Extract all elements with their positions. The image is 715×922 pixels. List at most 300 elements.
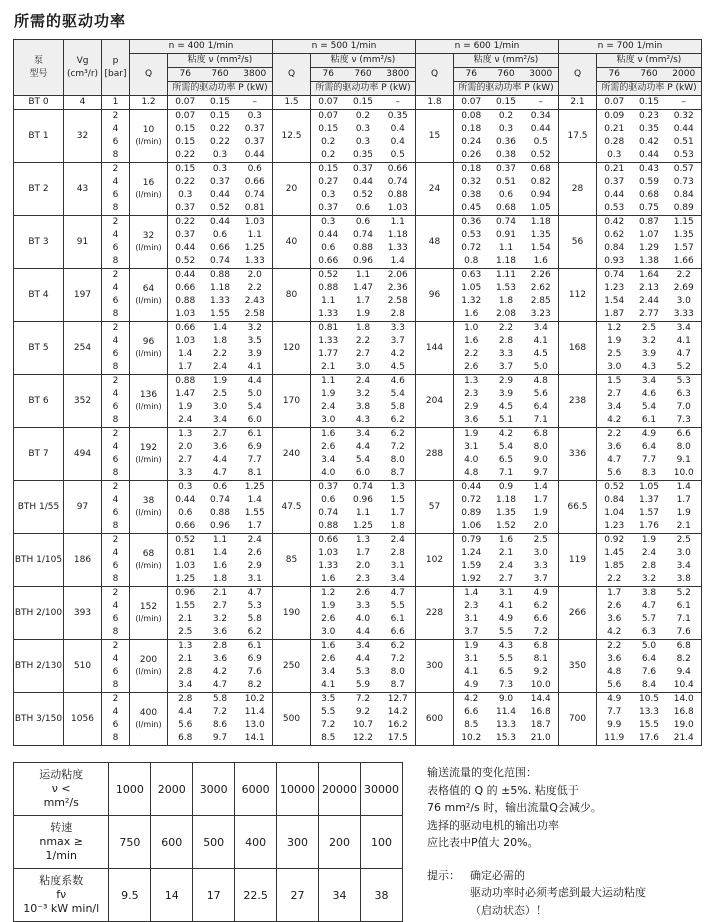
power-value: 1.3 [178,641,193,651]
power-value: 0.4 [390,124,405,134]
flow-rate: 300 [416,640,454,693]
power-value: 0.42 [604,217,625,227]
flow-rate: 170 [273,375,311,428]
flow-rate: 250 [273,640,311,693]
power-value: 1.24 [461,548,482,558]
pressure-value: 6 [102,454,130,467]
power-value: 3.8 [667,573,702,587]
power-value: 0.24 [461,137,482,147]
power-value: 1.7 [390,508,405,518]
power-value: 0.44 [461,482,482,492]
power-value: 0.28 [604,137,625,147]
power-value: 4.7 [390,588,405,598]
power-value: 2.5 [168,626,203,640]
power-value: 3.2 [641,336,657,346]
power-value: 7.2 [524,626,559,640]
hint-line: 确定必需的 [470,868,525,882]
power-value: 0.37 [244,137,265,147]
power-value: 0.44 [352,177,374,187]
power-value: 16.8 [673,707,694,717]
power-value: 0.89 [667,202,702,216]
flow-rate: 56 [559,216,597,269]
power-value: 8.0 [676,442,691,452]
power-value: 5.0 [641,641,657,651]
hint-line: （启动状态）！ [470,903,547,917]
power-value: 21.4 [667,732,702,746]
power-value: 5.6 [597,679,632,693]
power-value: 0.37 [244,124,265,134]
power-value: 0.44 [175,495,196,505]
power-value: 6.9 [247,654,262,664]
power-value: 1.7 [168,361,203,375]
power-value: 16.2 [387,720,408,730]
power-value: 1.7 [533,495,548,505]
power-value: 2.2 [498,323,514,333]
flow-rate: 500 [273,693,311,746]
viscosity-header: 粘度 ν (mm²/s) [311,54,416,68]
power-value: 1.8 [355,323,371,333]
power-value: 1.05 [524,202,559,216]
power-value: 0.44 [530,124,551,134]
power-value: 1.18 [387,230,408,240]
power-value: 4.0 [311,467,346,481]
pressure-value: 4 [102,282,130,295]
power-value: 16.8 [530,707,551,717]
flow-rate: 400 (l/min) [130,693,168,746]
power-value: 9.7 [203,732,238,746]
power-value: 5.5 [498,654,514,664]
power-value: 2.2 [464,349,479,359]
power-value: 1.55 [244,508,265,518]
power-value: 1.54 [530,243,551,253]
power-value: 7.2 [321,720,336,730]
flow-rate: 16 (l/min) [130,163,168,216]
flow-unit: (l/min) [135,455,162,464]
power-value: 2.7 [355,349,371,359]
power-value: 6.5 [498,455,514,465]
power-value: 3.7 [489,361,524,375]
power-value: 4.9 [641,429,657,439]
power-value: 3.9 [641,349,657,359]
power-value: 0.74 [352,482,374,492]
power-value: 5.0 [247,389,262,399]
power-value: 3.0 [676,548,691,558]
power-value: 11.9 [597,732,632,746]
parameter-label-line: mm²/s [43,796,79,809]
flow-rate: 266 [559,587,597,640]
flow-rate: 1.8 [416,96,454,110]
power-value: 3.0 [676,296,691,306]
power-value: 5.8 [247,614,262,624]
pump-displacement: 32 [64,110,102,163]
power-value: 4.0 [464,455,479,465]
power-value: 2.69 [673,283,694,293]
power-value: 2.06 [387,270,408,280]
power-value: 2.7 [607,389,622,399]
pressure-value: 2 [102,428,130,442]
power-value: 6.0 [238,414,273,428]
pressure-value: 8 [102,202,130,216]
parameter-value: 200 [319,816,361,869]
power-value: 0.74 [387,177,408,187]
power-value: 10.7 [352,720,374,730]
power-value: 1.25 [346,520,381,534]
power-value: 2.4 [247,535,262,545]
pressure-value: 2 [102,640,130,654]
power-value: 0.88 [318,283,339,293]
viscosity-header: 粘度 ν (mm²/s) [454,54,559,68]
flow-unit: (l/min) [135,349,162,358]
power-value: 4.7 [203,467,238,481]
power-value: 1.54 [604,296,625,306]
power-value: 8.0 [390,455,405,465]
power-value: 6.4 [533,402,548,412]
power-value: 0.21 [604,164,625,174]
power-value: 14.1 [238,732,273,746]
power-value: 2.8 [178,667,193,677]
pump-model: BT 4 [14,269,64,322]
power-value: 4.1 [676,336,691,346]
power-value: 0.3 [321,217,336,227]
power-value: 2.1 [498,548,514,558]
power-value: 1.5 [390,495,405,505]
power-value: 1.85 [604,561,625,571]
power-value: 3.4 [168,679,203,693]
power-value: 2.13 [638,283,660,293]
power-value: 2.4 [321,402,336,412]
power-value: 4.7 [203,679,238,693]
parameter-value: 30000 [360,763,402,816]
power-value: 0.52 [203,202,238,216]
power-value: 0.3 [355,124,371,134]
power-value: 0.5 [533,137,548,147]
power-value: 3.23 [524,308,559,322]
power-value: 1.76 [632,520,667,534]
power-value: 0.74 [203,255,238,269]
flow-unit: (l/min) [135,561,162,570]
flow-rate: 144 [416,322,454,375]
power-value: 1.35 [673,230,694,240]
power-value: 7.7 [641,455,657,465]
power-value: 0.74 [495,217,517,227]
pressure-value: 4 [102,547,130,560]
power-value: 5.6 [533,389,548,399]
pump-displacement: 254 [64,322,102,375]
parameter-value: 1000 [109,763,151,816]
pump-displacement: 4 [64,96,102,110]
power-value: 6.2 [238,626,273,640]
power-value: 6.8 [676,641,691,651]
power-value: 3.3 [168,467,203,481]
power-value: 5.3 [676,376,691,386]
power-value: 2.2 [676,270,691,280]
power-value: 2.8 [641,561,657,571]
power-value: 1.4 [212,548,228,558]
power-value: 2.7 [212,429,228,439]
power-value: 3.4 [676,323,691,333]
power-value: 1.2 [321,588,336,598]
power-value: 9.1 [676,455,691,465]
power-value: – [524,96,559,110]
power-value: 2.8 [381,308,416,322]
pump-model: BT 0 [14,96,64,110]
power-value: 0.96 [352,495,374,505]
pump-model: BT 7 [14,428,64,481]
power-value: 0.37 [318,482,339,492]
power-header: 所需的驱动功率 P (kW) [454,82,559,96]
pressure-value: 6 [102,136,130,149]
power-value: 3.6 [203,626,238,640]
power-value: 11.4 [244,707,265,717]
power-value: 0.84 [604,243,625,253]
power-value: 2.4 [355,376,371,386]
flow-rate: 228 [416,587,454,640]
power-value: 1.6 [311,573,346,587]
q-column-header: Q [130,54,168,96]
power-value: 0.3 [498,124,514,134]
power-value: 2.08 [489,308,524,322]
viscosity-tick: 3800 [381,68,416,82]
power-value: 2.8 [390,548,405,558]
power-value: 1.77 [318,349,339,359]
flow-rate: 32 (l/min) [130,216,168,269]
power-value: 0.74 [604,270,625,280]
power-value: 0.87 [638,217,660,227]
power-value: 8.6 [212,720,228,730]
hint-line: 驱动功率时必须考虑到最大运动粘度 [470,886,646,899]
power-value: 2.26 [530,270,551,280]
power-value: 1.1 [212,535,228,545]
power-value: 0.35 [387,111,408,121]
flow-rate: 288 [416,428,454,481]
power-value: 5.8 [212,694,228,704]
power-value: 0.53 [597,202,632,216]
power-value: 3.8 [641,588,657,598]
flow-rate: 1.5 [273,96,311,110]
power-value: 1.9 [346,308,381,322]
power-value: 5.3 [355,667,371,677]
power-value: 1.9 [321,389,336,399]
power-value: 4.2 [464,694,479,704]
power-value: 6.4 [641,654,657,664]
power-value: 2.6 [454,361,489,375]
power-value: 0.81 [318,323,339,333]
speed-group-title: n = 600 1/min [416,40,559,54]
power-value: 0.66 [175,283,196,293]
power-value: 4.1 [464,667,479,677]
power-value: 5.8 [390,402,405,412]
power-value: 1.9 [676,508,691,518]
power-value: 1.4 [533,482,548,492]
power-value: 0.68 [638,190,660,200]
power-value: 7.2 [212,707,228,717]
power-value: 0.18 [461,164,482,174]
power-value: 2.3 [464,601,479,611]
pressure-value: 6 [102,189,130,202]
power-value: 4.4 [355,442,371,452]
power-value: 3.1 [498,588,514,598]
flow-rate: 136 (l/min) [130,375,168,428]
pressure-value: 2 [102,693,130,707]
power-value: 3.0 [533,548,548,558]
power-value: 1.23 [604,283,625,293]
power-value: 14.2 [387,707,408,717]
power-value: 1.9 [464,429,479,439]
power-value: 9.0 [498,694,514,704]
power-value: 6.1 [247,429,262,439]
power-value: 1.6 [498,535,514,545]
power-value: 1.03 [168,308,203,322]
power-value: 1.03 [381,202,416,216]
pressure-value: 6 [102,613,130,626]
power-value: 0.66 [168,520,203,534]
power-value: 0.81 [238,202,273,216]
pump-displacement: 393 [64,587,102,640]
viscosity-tick: 76 [454,68,489,82]
power-value: 1.4 [178,349,193,359]
parameter-label-line: 10⁻³ kW min/l [23,902,100,915]
power-value: 4.0 [355,614,371,624]
power-value: 0.22 [209,124,231,134]
flow-unit: (l/min) [135,190,162,199]
power-value: 1.18 [495,495,517,505]
power-value: 0.62 [604,230,625,240]
power-value: 0.68 [530,164,551,174]
power-value: 1.38 [632,255,667,269]
power-value: 1.47 [175,389,196,399]
pressure-value: 8 [102,414,130,428]
power-value: 1.4 [247,495,262,505]
power-value: 0.8 [454,255,489,269]
parameter-label-line: nmax ≥ [39,835,84,848]
pump-model: BT 6 [14,375,64,428]
power-value: 1.9 [533,508,548,518]
flow-rate: 64 (l/min) [130,269,168,322]
pressure-value: 4 [102,653,130,666]
power-value: 4.9 [454,679,489,693]
power-value: 6.1 [247,641,262,651]
power-value: 5.7 [641,614,657,624]
hint-block [427,867,689,920]
power-value: 1.33 [209,296,231,306]
power-value: 0.07 [175,111,196,121]
power-value: – [238,96,273,110]
power-value: 1.18 [489,255,524,269]
bottom-section [13,762,702,922]
power-value: 0.9 [498,482,514,492]
power-value: 0.81 [175,548,196,558]
flow-rate: 102 [416,534,454,587]
pressure-value: 8 [102,361,130,375]
power-value: 5.4 [498,442,514,452]
power-value: 3.7 [524,573,559,587]
power-value: 2.5 [676,535,691,545]
power-value: 9.0 [533,455,548,465]
parameter-value: 38 [360,869,402,922]
flow-rate: 192 (l/min) [130,428,168,481]
flow-rate: 112 [559,269,597,322]
power-value: 1.7 [676,495,691,505]
power-value: 1.1 [321,296,336,306]
power-value: 0.15 [346,96,381,110]
pressure-value: 2 [102,534,130,548]
power-value: 4.9 [533,588,548,598]
power-value: 3.0 [597,361,632,375]
power-value: 1.2 [607,323,622,333]
power-value: 1.9 [607,336,622,346]
power-value: 1.9 [321,601,336,611]
power-value: 8.7 [381,467,416,481]
power-value: 2.7 [489,573,524,587]
power-value: 0.82 [530,177,551,187]
power-value: 0.37 [175,230,196,240]
pump-displacement: 97 [64,481,102,534]
power-value: 0.37 [495,164,517,174]
q-column-header: Q [416,54,454,96]
power-value: 2.9 [498,376,514,386]
power-value: 2.3 [464,389,479,399]
power-value: 18.7 [530,720,551,730]
power-value: 0.27 [318,177,339,187]
power-value: 0.4 [390,137,405,147]
power-value: 1.25 [244,243,265,253]
power-value: 2.5 [212,389,228,399]
power-value: 1.03 [175,336,196,346]
power-value: 6.8 [533,641,548,651]
power-value: 6.2 [390,641,405,651]
power-value: 7.2 [355,694,371,704]
flow-rate: 700 [559,693,597,746]
parameter-value: 10000 [277,763,319,816]
power-value: 3.4 [381,573,416,587]
note-line: 表格值的 Q 的 ±5%. 粘度低于 [427,783,579,797]
power-value: 2.9 [464,402,479,412]
power-value: 1.52 [489,520,524,534]
power-value: 0.6 [178,508,193,518]
power-value: 3.33 [667,308,702,322]
power-value: 6.2 [533,601,548,611]
power-header: 所需的驱动功率 P (kW) [597,82,702,96]
power-value: 3.6 [212,654,228,664]
power-value: 21.0 [524,732,559,746]
power-value: 2.0 [355,561,371,571]
power-value: 5.4 [247,402,262,412]
power-value: 0.44 [175,243,196,253]
power-value: 3.1 [464,442,479,452]
power-value: 3.9 [498,389,514,399]
parameter-value: 34 [319,869,361,922]
power-value: 2.4 [203,361,238,375]
power-value: 2.43 [244,296,265,306]
power-value: 1.11 [495,270,517,280]
parameter-label-line: 粘度系数 [39,874,84,887]
power-value: 2.62 [530,283,551,293]
power-value: 8.0 [390,667,405,677]
flow-rate: 120 [273,322,311,375]
power-value: 1.32 [461,296,482,306]
power-value: 2.2 [607,429,622,439]
power-value: 0.15 [175,137,196,147]
flow-unit: (l/min) [135,720,162,729]
power-value: 1.25 [244,482,265,492]
power-value: 0.6 [355,217,371,227]
power-value: 4.2 [390,349,405,359]
power-value: 2.6 [321,654,336,664]
power-value: 0.6 [212,482,228,492]
power-value: 2.6 [355,588,371,598]
pressure-value: 2 [102,481,130,495]
power-value: 8.1 [533,654,548,664]
